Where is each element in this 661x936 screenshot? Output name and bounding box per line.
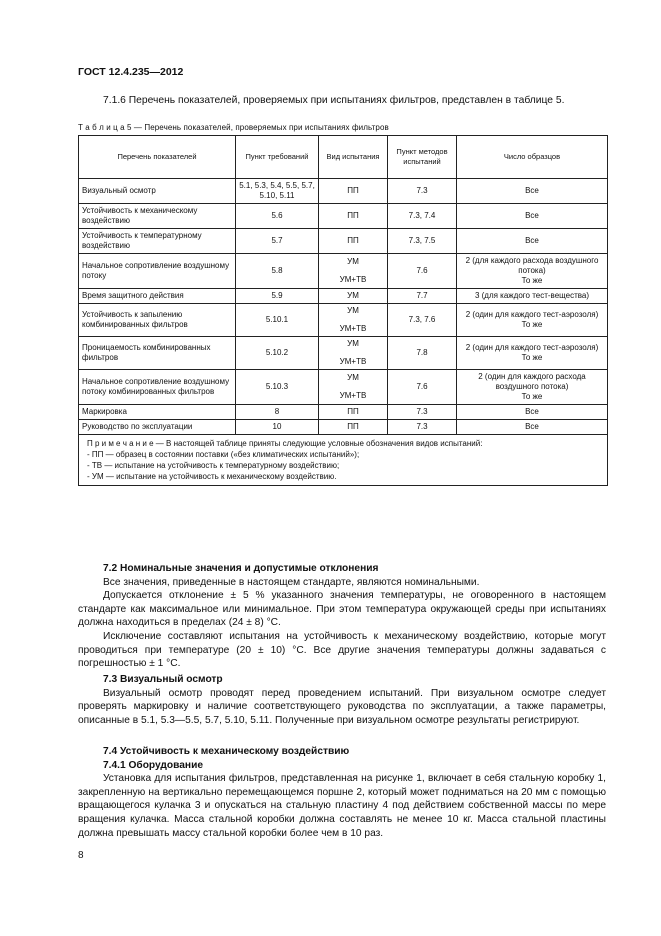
cell-method: 7.3, 7.4 — [388, 204, 457, 229]
table-row — [79, 204, 608, 229]
note-line: - ТВ — испытание на устойчивость к температурному воздействию; — [87, 461, 340, 470]
cell-requirement: 5.10.1 — [236, 304, 319, 337]
table-row — [79, 420, 608, 435]
test-type-value: УМ — [347, 306, 359, 315]
section-heading: 7.2 Номинальные значения и допустимые отклонения — [103, 563, 379, 574]
test-type-value: УМ+ТВ — [339, 391, 367, 400]
cell-method: 7.3 — [388, 420, 457, 435]
table-row — [79, 254, 608, 289]
cell-requirement: 5.1, 5.3, 5.4, 5.5, 5.7, 5.10, 5.11 — [236, 179, 319, 204]
table-row — [79, 370, 608, 405]
cell-test-type — [319, 254, 388, 289]
indicators-table — [78, 135, 608, 486]
cell-method: 7.6 — [388, 370, 457, 405]
cell-test-type — [319, 337, 388, 370]
cell-requirement: 5.10.3 — [236, 370, 319, 405]
header-method: Пункт методов испытаний — [388, 136, 457, 179]
test-type-value: ПП — [347, 236, 359, 245]
cell-method: 7.3 — [388, 405, 457, 420]
cell-indicator: Устойчивость к запылению комбинированных фильтров — [79, 304, 236, 337]
section-7-3 — [78, 673, 606, 727]
header-sample-count: Число образцов — [457, 136, 608, 179]
sample-count-value: 2 (один для каждого тест-аэрозоля) — [465, 343, 599, 352]
cell-method: 7.6 — [388, 254, 457, 289]
sample-count-value: То же — [521, 353, 543, 362]
cell-indicator: Проницаемость комбинированных фильтров — [79, 337, 236, 370]
sample-count-value: 3 (для каждого тест-вещества) — [474, 291, 590, 300]
sample-count-value: Все — [525, 211, 539, 220]
test-type-value: ПП — [347, 422, 359, 431]
cell-method: 7.8 — [388, 337, 457, 370]
cell-requirement: 5.10.2 — [236, 337, 319, 370]
header-requirements: Пункт требований — [236, 136, 319, 179]
cell-test-type — [319, 289, 388, 304]
sample-count-value: Все — [525, 186, 539, 195]
cell-indicator: Устойчивость к температурному воздействию — [79, 229, 236, 254]
cell-sample-count — [457, 229, 608, 254]
paragraph: Установка для испытания фильтров, представленная на рисунке 1, включает в себя стальную коробку 1, закрепленную на вертикально перемещающемся поршне 2, который может подниматься на 20 мм с помощью вращающегося кулачка 3 и опускаться на стальную пластину 4 под действием собственной массы по мере вращения кулачка. Масса стальной коробки должна составлять не менее 10 кг. Масса стальной пластины должна превышать массу стальной коробки более чем в 10 раз. — [78, 773, 606, 839]
sample-count-value: Все — [525, 422, 539, 431]
cell-sample-count — [457, 254, 608, 289]
test-type-value: ПП — [347, 211, 359, 220]
test-type-value: УМ+ТВ — [339, 275, 367, 284]
table-row — [79, 229, 608, 254]
cell-indicator: Визуальный осмотр — [79, 179, 236, 204]
cell-sample-count — [457, 289, 608, 304]
test-type-value: ПП — [347, 186, 359, 195]
header-test-type: Вид испытания — [319, 136, 388, 179]
sample-count-value: То же — [521, 392, 543, 401]
cell-sample-count — [457, 179, 608, 204]
paragraph: Исключение составляют испытания на устойчивость к механическому воздействию, которые могут проводиться при температуре (20 ± 10) °С. Все другие значения температуры должны задаваться с погрешностью ± 1 °С. — [78, 630, 606, 670]
table-caption: Т а б л и ц а 5 — Перечень показателей, проверяемых при испытаниях фильтров — [78, 123, 389, 132]
test-type-value: УМ — [347, 291, 359, 300]
header-indicators: Перечень показателей — [79, 136, 236, 179]
cell-requirement: 5.9 — [236, 289, 319, 304]
cell-test-type — [319, 405, 388, 420]
cell-test-type — [319, 229, 388, 254]
cell-indicator: Руководство по эксплуатации — [79, 420, 236, 435]
cell-test-type — [319, 204, 388, 229]
test-type-value: УМ — [347, 339, 359, 348]
note-line: - УМ — испытание на устойчивость к механическому воздействию. — [87, 472, 337, 481]
sample-count-value: 2 (один для каждого тест-аэрозоля) — [465, 310, 599, 319]
table-body — [79, 179, 608, 435]
cell-test-type — [319, 370, 388, 405]
cell-method: 7.3 — [388, 179, 457, 204]
note-line: П р и м е ч а н и е — В настоящей таблице приняты следующие условные обозначения видов испытаний: — [87, 439, 483, 448]
section-heading: 7.4 Устойчивость к механическому воздействию — [103, 746, 350, 757]
cell-method: 7.3, 7.6 — [388, 304, 457, 337]
cell-sample-count — [457, 420, 608, 435]
table-header-row — [79, 136, 608, 179]
sample-count-value: То же — [521, 276, 543, 285]
cell-indicator: Время защитного действия — [79, 289, 236, 304]
test-type-value: УМ — [347, 257, 359, 266]
document-header: ГОСТ 12.4.235—2012 — [78, 66, 184, 78]
table-row — [79, 289, 608, 304]
cell-indicator: Маркировка — [79, 405, 236, 420]
note-line: - ПП — образец в состоянии поставки («без климатических испытаний»); — [87, 450, 360, 459]
test-type-value: ПП — [347, 407, 359, 416]
cell-indicator: Начальное сопротивление воздушному потоку — [79, 254, 236, 289]
test-type-value: УМ+ТВ — [339, 324, 367, 333]
page-number: 8 — [78, 850, 84, 861]
intro-paragraph: 7.1.6 Перечень показателей, проверяемых при испытаниях фильтров, представлен в таблице 5. — [103, 95, 565, 106]
cell-method: 7.3, 7.5 — [388, 229, 457, 254]
table-row — [79, 304, 608, 337]
paragraph: Все значения, приведенные в настоящем стандарте, являются номинальными. — [103, 576, 480, 588]
table-row — [79, 405, 608, 420]
paragraph: Допускается отклонение ± 5 % указанного значения температуры, не оговоренного в настоящем стандарте как максимальное или минимальное. При этом температура окружающей среды при испытаниях должна находиться в пределах (24 ± 8) °С. — [78, 590, 606, 629]
sample-count-value: 2 (один для каждого расхода воздушного потока) — [478, 372, 586, 391]
section-7-4 — [78, 745, 606, 840]
cell-requirement: 5.8 — [236, 254, 319, 289]
table-note-row — [79, 435, 608, 486]
section-heading: 7.3 Визуальный осмотр — [103, 674, 223, 685]
sample-count-value: 2 (для каждого расхода воздушного потока) — [465, 256, 599, 275]
sample-count-value: Все — [525, 407, 539, 416]
cell-indicator: Устойчивость к механическому воздействию — [79, 204, 236, 229]
cell-sample-count — [457, 370, 608, 405]
table-row — [79, 179, 608, 204]
test-type-value: УМ+ТВ — [339, 357, 367, 366]
paragraph: Визуальный осмотр проводят перед проведением испытаний. При визуальном осмотре следует проверять маркировку и наличие соответствующего руководства по эксплуатации, а также параметры, описанные в 5.1, 5.3—5.5, 5.7, 5.10, 5.11. Полученные при визуальном осмотре результаты регистрируют. — [78, 687, 606, 726]
cell-method: 7.7 — [388, 289, 457, 304]
test-type-value: УМ — [347, 373, 359, 382]
sample-count-value: Все — [525, 236, 539, 245]
table-row — [79, 337, 608, 370]
cell-requirement: 5.7 — [236, 229, 319, 254]
cell-requirement: 8 — [236, 405, 319, 420]
cell-sample-count — [457, 405, 608, 420]
sample-count-value: То же — [521, 320, 543, 329]
cell-sample-count — [457, 337, 608, 370]
section-7-2 — [78, 562, 606, 671]
cell-sample-count — [457, 304, 608, 337]
cell-test-type — [319, 304, 388, 337]
cell-test-type — [319, 420, 388, 435]
cell-sample-count — [457, 204, 608, 229]
subsection-heading: 7.4.1 Оборудование — [103, 759, 203, 771]
cell-requirement: 5.6 — [236, 204, 319, 229]
table-note — [79, 435, 608, 486]
cell-indicator: Начальное сопротивление воздушному потоку комбинированных фильтров — [79, 370, 236, 405]
cell-test-type — [319, 179, 388, 204]
cell-requirement: 10 — [236, 420, 319, 435]
